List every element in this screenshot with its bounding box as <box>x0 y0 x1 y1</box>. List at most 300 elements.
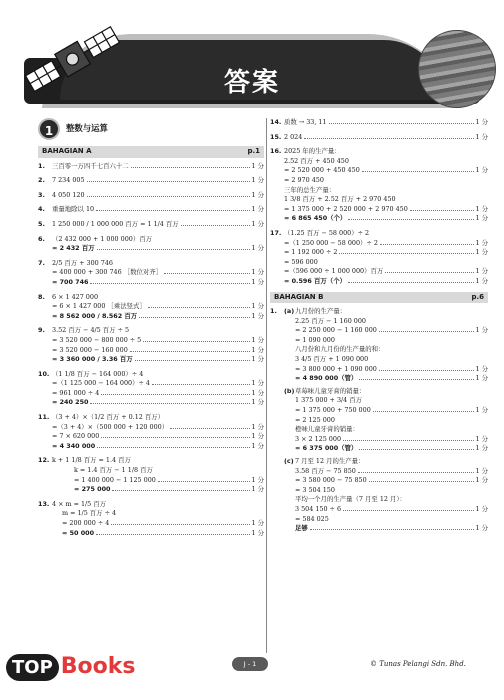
mark-value: 1 分 <box>251 388 264 397</box>
answer-text: = 7 × 620 000 <box>52 432 100 441</box>
mark-value: 1 分 <box>251 176 264 185</box>
question-number: 16. <box>270 147 282 156</box>
answer-text: 3 × 2 125 000 <box>295 434 342 443</box>
answer-line <box>284 258 488 268</box>
answer-text: （1 1/8 百万 − 164 000）÷ 4 <box>52 369 144 378</box>
mark-value: 1 分 <box>251 205 264 214</box>
mark-value: 1 分 <box>251 345 264 354</box>
answer-text: 草莓味儿童牙膏的销量： <box>295 386 366 395</box>
dot-leader <box>130 347 250 352</box>
answer-text: = 1 090 000 <box>295 335 335 344</box>
answer-text: = 3 800 000 + 1 090 000 <box>295 364 377 373</box>
answer-text: k = 1.4 百万 − 1 1/8 百万 <box>74 466 153 475</box>
answer-text: = 596 000 <box>284 257 318 266</box>
answer-line <box>295 374 488 384</box>
answer-text: 三百零一万四千七百六十二 <box>52 161 129 170</box>
question-body <box>284 147 488 224</box>
answer-line <box>52 519 264 529</box>
dot-leader <box>379 366 474 371</box>
question-body <box>52 259 264 288</box>
answer-line <box>295 486 488 496</box>
answer-text: 2.52 百万 + 450 450 <box>284 156 349 165</box>
answer-line <box>295 396 488 406</box>
answer-text: 1 375 000 + 3/4 百万 <box>295 396 363 405</box>
dot-leader <box>101 433 249 438</box>
mark-value: 1 分 <box>475 248 488 257</box>
question-body <box>52 413 264 451</box>
dot-leader <box>410 206 474 211</box>
sub-question-label: (c) <box>284 457 294 465</box>
question-body <box>52 191 264 201</box>
answer-line <box>295 416 488 426</box>
answer-text: =（596 000 ÷ 1 000 000）百万 <box>284 267 384 276</box>
answer-line <box>52 485 264 495</box>
answer-text: 3 504 150 ÷ 6 <box>295 504 342 513</box>
answer-line <box>52 476 264 486</box>
question-item <box>38 259 264 288</box>
dot-leader <box>304 134 473 139</box>
answer-line <box>52 500 264 510</box>
mark-value: 1 分 <box>251 519 264 527</box>
question-body <box>284 307 488 537</box>
mark-value: 1 分 <box>251 277 264 286</box>
section-a-page: p.1 <box>247 147 260 155</box>
answer-line <box>284 267 488 277</box>
mark-value: 1 分 <box>475 364 488 373</box>
dot-leader <box>135 356 250 361</box>
question-number: 11. <box>38 413 50 422</box>
answer-line <box>52 244 264 254</box>
question-item <box>270 118 488 128</box>
logo-books-text: Books <box>60 654 136 679</box>
question-item <box>38 220 264 230</box>
question-item <box>38 500 264 538</box>
section-a-label: BAHAGIAN A <box>42 147 92 155</box>
answer-text: 2 024 <box>284 132 303 141</box>
sub-question <box>284 457 488 534</box>
answer-line <box>52 176 264 186</box>
mark-value: 1 分 <box>251 441 264 450</box>
right-column <box>270 118 488 542</box>
section-b-header <box>270 292 488 304</box>
answer-line <box>52 191 264 201</box>
mark-value: 1 分 <box>251 219 264 228</box>
right-question-list <box>270 118 488 287</box>
dot-leader <box>148 303 250 308</box>
dot-leader <box>87 192 250 197</box>
answer-line <box>295 515 488 525</box>
topbooks-logo <box>6 654 136 681</box>
answer-line <box>52 432 264 442</box>
answer-text: = 4 890 000（管） <box>295 374 358 383</box>
answer-line <box>295 326 488 336</box>
mark-value: 1 分 <box>251 485 264 494</box>
mark-value: 1 分 <box>475 466 488 475</box>
dot-leader <box>112 486 249 491</box>
answer-line <box>52 235 264 245</box>
question-body <box>52 370 264 408</box>
question-body <box>52 205 264 215</box>
answer-text: 1 3/8 百万 + 2.52 百万 + 2 970 450 <box>284 195 396 204</box>
page-title: 答案 <box>223 68 280 98</box>
section-b-label: BAHAGIAN B <box>274 292 324 301</box>
section-b-question-1 <box>270 307 488 537</box>
answer-line <box>284 176 488 186</box>
answer-line <box>295 365 488 375</box>
question-item <box>38 162 264 172</box>
answer-line <box>284 157 488 167</box>
page-number-badge: J - 1 <box>232 657 268 671</box>
mark-value: 1 分 <box>475 238 488 247</box>
answer-text: 三年的总生产量： <box>284 185 336 194</box>
question-number: 10. <box>38 369 50 378</box>
answer-line <box>52 389 264 399</box>
left-column <box>38 118 264 543</box>
answer-line <box>284 147 488 157</box>
dot-leader <box>101 390 249 395</box>
answer-text: = 1 192 000 ÷ 2 <box>284 248 338 257</box>
mark-value: 1 分 <box>251 268 264 277</box>
mark-value: 1 分 <box>251 302 264 311</box>
answer-text: 质数 → 33, 11 <box>284 118 327 126</box>
question-item <box>38 235 264 254</box>
question-body <box>52 456 264 494</box>
answer-text: = 6 × 1 427 000 ［乘法竖式］ <box>52 302 146 311</box>
answer-line <box>284 118 488 128</box>
dot-leader <box>152 380 250 385</box>
answer-line <box>52 268 264 278</box>
question-item <box>38 176 264 186</box>
chapter-title: 整数与运算 <box>66 123 108 134</box>
sub-question-label: (a) <box>284 307 295 316</box>
sub-question <box>284 307 488 384</box>
answer-text: 2.25 百万 − 1 160 000 <box>295 316 366 325</box>
question-item <box>270 133 488 143</box>
mark-value: 1 分 <box>475 504 488 513</box>
question-number: 4. <box>38 205 45 214</box>
question-body <box>284 118 488 128</box>
question-number: 15. <box>270 132 282 141</box>
answer-text: = 275 000 <box>74 485 111 494</box>
question-number: 1. <box>270 307 277 316</box>
mark-value: 1 分 <box>251 422 264 431</box>
copyright-text: © Tunas Pelangi Sdn. Bhd. <box>370 660 466 668</box>
mark-value: 1 分 <box>475 434 488 443</box>
answer-text: 足够 <box>295 524 308 533</box>
answer-line <box>52 355 264 365</box>
answer-line <box>284 166 488 176</box>
answer-text: = 3 520 000 − 800 000 ÷ 5 <box>52 335 142 344</box>
answer-text: = 2 520 000 + 450 450 <box>284 166 360 175</box>
mark-value: 1 分 <box>251 335 264 344</box>
section-a-header <box>38 146 264 158</box>
mark-value: 1 分 <box>475 444 488 453</box>
answer-text: = 1 375 000 + 750 000 <box>295 406 371 415</box>
answer-line <box>295 307 488 317</box>
question-number: 7. <box>38 258 45 267</box>
question-item <box>38 413 264 451</box>
answer-text: = 400 000 + 300 746 ［数位对齐］ <box>52 268 163 277</box>
answer-text: = 2 250 000 − 1 160 000 <box>295 326 377 335</box>
answer-text: = 961 000 ÷ 4 <box>52 388 100 397</box>
question-number: 5. <box>38 219 45 228</box>
dot-leader <box>329 119 474 124</box>
answer-line <box>295 387 488 397</box>
dot-leader <box>97 443 249 448</box>
dot-leader <box>143 337 249 342</box>
mark-value: 1 分 <box>251 432 264 441</box>
question-item <box>38 326 264 364</box>
answer-line <box>295 406 488 416</box>
dot-leader <box>87 177 250 182</box>
mark-value: 1 分 <box>251 190 264 199</box>
answer-line <box>295 476 488 486</box>
question-item <box>270 147 488 224</box>
answer-line <box>52 336 264 346</box>
question-item <box>270 307 488 537</box>
answer-text: = 4 340 000 <box>52 441 96 450</box>
dot-leader <box>164 269 249 274</box>
answer-line <box>284 229 488 239</box>
question-item <box>38 456 264 494</box>
answer-text: =（3 + 4）×（500 000 + 120 000） <box>52 422 169 431</box>
mark-value: 1 分 <box>251 398 264 407</box>
dot-leader <box>385 268 473 273</box>
mark-value: 1 分 <box>475 476 488 485</box>
dot-leader <box>359 445 473 450</box>
answer-line <box>295 524 488 534</box>
answer-line <box>52 379 264 389</box>
mark-value: 1 分 <box>475 118 488 126</box>
mark-value: 1 分 <box>251 311 264 320</box>
answer-text: = 200 000 ÷ 4 <box>62 519 110 527</box>
answer-text: 3 4/5 百万 + 1 090 000 <box>295 355 369 364</box>
dot-leader <box>348 278 474 283</box>
answer-line <box>52 509 264 519</box>
answer-text: = 3 504 150 <box>295 485 335 494</box>
answer-line <box>52 529 264 539</box>
question-number: 6. <box>38 234 45 243</box>
dot-leader <box>96 530 249 535</box>
logo-top-text: TOP <box>6 654 59 681</box>
answer-text: = 240 250 <box>52 398 89 407</box>
answer-line <box>52 398 264 408</box>
mark-value: 1 分 <box>475 267 488 276</box>
answer-text: = 3 520 000 − 160 000 <box>52 345 128 354</box>
answer-line <box>52 278 264 288</box>
answer-line <box>284 277 488 287</box>
answer-line <box>52 370 264 380</box>
answer-line <box>295 457 488 467</box>
answer-text: 4 × m = 1/5 百万 <box>52 499 107 508</box>
dot-leader <box>359 375 473 380</box>
answer-line <box>52 220 264 230</box>
answer-text: = 6 865 450（个） <box>284 214 347 223</box>
answer-line <box>52 346 264 356</box>
answer-line <box>295 355 488 365</box>
dot-leader <box>373 407 474 412</box>
mark-value: 1 分 <box>251 161 264 170</box>
answer-text: = 3 580 000 − 75 850 <box>295 476 367 485</box>
answer-line <box>52 205 264 215</box>
answer-text: = 700 746 <box>52 277 89 286</box>
answer-line <box>284 205 488 215</box>
answer-text: = 2 970 450 <box>284 175 324 184</box>
answer-text: （2 432 000 + 1 000 000）百万 <box>52 234 153 243</box>
chapter-number: 1 <box>38 118 60 140</box>
answer-text: = 1 400 000 − 1 125 000 <box>74 475 156 484</box>
answer-line <box>284 214 488 224</box>
question-number: 3. <box>38 190 45 199</box>
answer-text: 4 050 120 <box>52 190 85 199</box>
answer-text: k + 1 1/8 百万 = 1.4 百万 <box>52 456 131 465</box>
question-number: 9. <box>38 326 45 335</box>
question-item <box>38 191 264 201</box>
mark-value: 1 分 <box>475 204 488 213</box>
dot-leader <box>139 313 249 318</box>
dot-leader <box>343 506 473 511</box>
sub-question-body <box>295 387 488 454</box>
question-item <box>270 229 488 287</box>
section-b-page: p.6 <box>471 292 484 301</box>
dot-leader <box>90 279 249 284</box>
question-body <box>52 500 264 538</box>
answer-line <box>295 435 488 445</box>
sub-question-body <box>295 457 488 534</box>
header-banner <box>0 0 504 108</box>
answer-text: 2025 年的生产量： <box>284 147 341 156</box>
answer-text: 6 × 1 427 000 <box>52 292 99 301</box>
answer-text: 3.52 百万 − 4/5 百万 ÷ 5 <box>52 326 130 335</box>
dot-leader <box>362 167 474 172</box>
mark-value: 1 分 <box>251 355 264 364</box>
answer-text: 7 月至 12 月的生产量： <box>295 457 365 465</box>
dot-leader <box>181 221 250 226</box>
answer-line <box>295 505 488 515</box>
answer-text: 1 250 000 / 1 000 000 百万 = 1 1/4 百万 <box>52 219 179 228</box>
mark-value: 1 分 <box>475 132 488 141</box>
answer-line <box>52 293 264 303</box>
answer-line <box>284 195 488 205</box>
mark-value: 1 分 <box>475 524 488 533</box>
dot-leader <box>358 468 474 473</box>
question-item <box>38 205 264 215</box>
question-number: 17. <box>270 228 282 237</box>
answer-line <box>52 442 264 452</box>
answer-text: = 0.596 百万（个） <box>284 276 346 285</box>
mark-value: 1 分 <box>251 379 264 388</box>
answer-text: m = 1/5 百万 ÷ 4 <box>62 509 117 518</box>
answer-line <box>295 444 488 454</box>
dot-leader <box>111 520 249 525</box>
answer-text: 7 234 005 <box>52 176 85 185</box>
question-number: 12. <box>38 456 50 465</box>
column-divider <box>266 118 267 653</box>
answer-text: （3 + 4）×（1/2 百万 + 0.12 百万） <box>52 413 165 422</box>
answer-text: 3.58 百万 − 75 850 <box>295 466 356 475</box>
dot-leader <box>170 424 249 429</box>
answer-text: 橙味儿童牙膏的销量： <box>295 425 359 434</box>
question-item <box>38 370 264 408</box>
answer-line <box>52 312 264 322</box>
question-body <box>52 176 264 186</box>
question-body <box>284 229 488 287</box>
mark-value: 1 分 <box>475 276 488 285</box>
answer-text: 2/5 百万 + 300 746 <box>52 258 113 267</box>
sub-question-body <box>295 307 488 384</box>
mark-value: 1 分 <box>251 475 264 484</box>
mark-value: 1 分 <box>475 166 488 175</box>
question-number: 1. <box>38 161 45 170</box>
answer-line <box>52 302 264 312</box>
sub-question <box>284 387 488 454</box>
dot-leader <box>339 249 473 254</box>
answer-line <box>284 248 488 258</box>
question-number: 13. <box>38 499 50 508</box>
answer-text: 八月份和九月份的生产量的和： <box>295 345 385 354</box>
dot-leader <box>348 215 473 220</box>
answer-text: = 6 375 000（管） <box>295 444 358 453</box>
sub-question-label: (b) <box>284 386 295 395</box>
answer-line <box>295 345 488 355</box>
answer-text: （1.25 百万 − 58 000）÷ 2 <box>284 228 370 237</box>
mark-value: 1 分 <box>475 374 488 383</box>
answer-line <box>284 186 488 196</box>
question-body <box>284 133 488 143</box>
answer-text: = 2 125 000 <box>295 415 335 424</box>
answer-text: 平均一个月的生产量（7 月至 12 月）： <box>295 495 406 504</box>
mark-value: 1 分 <box>475 406 488 415</box>
answer-line <box>52 456 264 466</box>
mark-value: 1 分 <box>251 528 264 537</box>
question-number: 8. <box>38 292 45 301</box>
answer-line <box>52 423 264 433</box>
question-body <box>52 220 264 230</box>
mark-value: 1 分 <box>475 214 488 223</box>
answer-text: 重量地除以 10 <box>52 205 95 214</box>
dot-leader <box>369 477 474 482</box>
answer-text: = 3 360 000 / 3.36 百万 <box>52 355 133 364</box>
dot-leader <box>158 477 250 482</box>
answer-line <box>295 495 488 505</box>
answer-line <box>284 239 488 249</box>
dot-leader <box>310 525 474 530</box>
answer-text: = 50 000 <box>62 528 95 537</box>
question-number: 14. <box>270 118 282 126</box>
question-body <box>52 162 264 172</box>
answer-line <box>295 425 488 435</box>
dot-leader <box>90 399 249 404</box>
dot-leader <box>96 206 249 211</box>
answer-line <box>52 162 264 172</box>
question-item <box>38 293 264 322</box>
answer-text: = 1 375 000 + 2 520 000 + 2 970 450 <box>284 204 408 213</box>
answer-text: =（1 250 000 − 58 000）÷ 2 <box>284 238 378 247</box>
mark-value: 1 分 <box>251 244 264 253</box>
dot-leader <box>131 163 250 168</box>
dot-leader <box>97 245 250 250</box>
question-body <box>52 326 264 364</box>
left-question-list <box>38 162 264 539</box>
answer-text: = 8 562 000 / 8.562 百万 <box>52 311 138 320</box>
answer-text: 九月份的生产量： <box>295 307 347 316</box>
answer-line <box>52 466 264 476</box>
answer-line <box>52 259 264 269</box>
answer-line <box>295 317 488 327</box>
dot-leader <box>380 240 474 245</box>
question-body <box>52 235 264 254</box>
question-number: 2. <box>38 176 45 185</box>
